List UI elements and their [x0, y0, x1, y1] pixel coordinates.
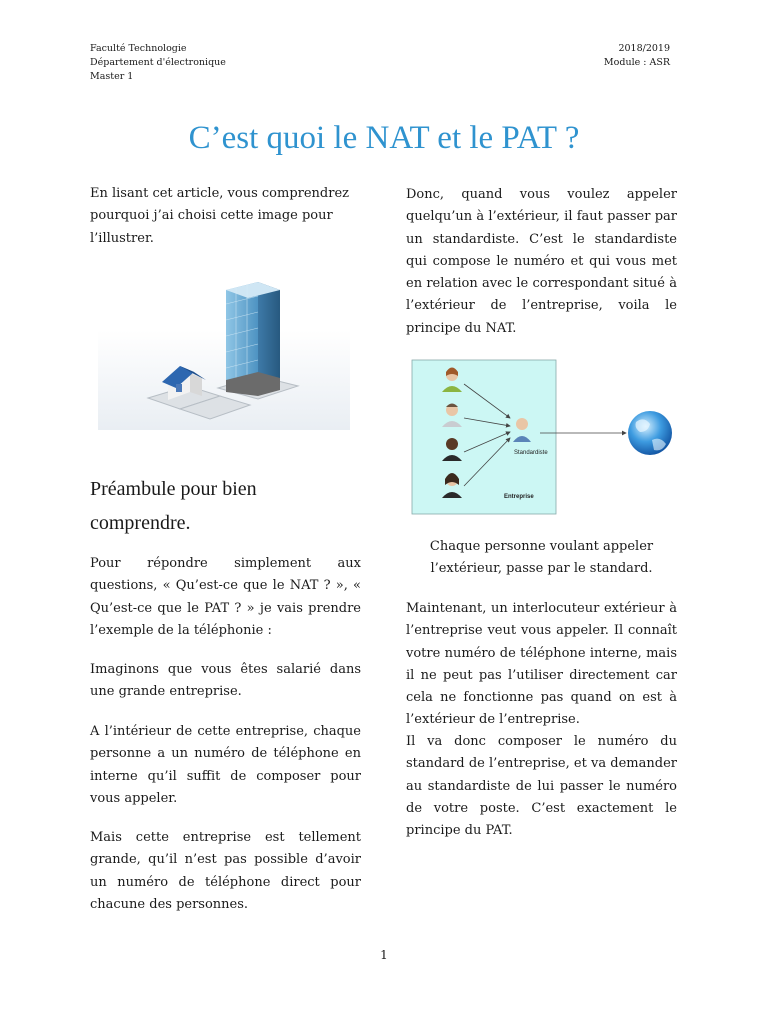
department-label: Département d'électronique: [90, 57, 226, 68]
caption-text: Chaque personne voulant appeler l’extérieur, passe par le standard.: [429, 539, 654, 577]
left-paragraph-2: [90, 659, 361, 704]
left-paragraph-text: A l’intérieur de cette entreprise, chaque personne a un numéro de téléphone en interne qu’il suffit de composer pour vous appeler.: [90, 724, 361, 806]
right-paragraph-2: [406, 731, 677, 842]
left-paragraph-text: Imaginons que vous êtes salarié dans une grande entreprise.: [90, 662, 361, 700]
building-house-illustration: [98, 280, 350, 430]
left-paragraph-3: [90, 721, 361, 810]
entreprise-label: Entreprise: [504, 494, 534, 500]
page-number: 1: [380, 948, 388, 962]
left-paragraph-1: [90, 553, 361, 642]
left-paragraph-text: Mais cette entreprise est tellement grande, qu’il n’est pas possible d’avoir un numéro de téléphone direct pour chacune des personnes.: [90, 830, 361, 912]
standardiste-label: Standardiste: [514, 450, 548, 456]
module-label: Module : ASR: [603, 57, 670, 68]
left-paragraph-4: [90, 827, 361, 916]
level-label: Master 1: [90, 71, 134, 82]
diagram-caption: [406, 536, 677, 581]
preamble-heading: Préambule pour bien comprendre.: [90, 478, 257, 534]
right-paragraph-text: Maintenant, un interlocuteur extérieur à l’entreprise veut vous appeler. Il connaît votre numéro de téléphone interne, mais il ne peut pas l’utiliser directement car cela ne fonctionne pas quand on est à l’extérieur de l’entreprise.: [406, 601, 677, 728]
year-label: 2018/2019: [618, 43, 670, 54]
right-paragraph-1: [406, 598, 677, 732]
right-paragraph-text: Il va donc composer le numéro du standard de l’entreprise, et va demander au standardiste de lui passer le numéro de votre poste. C’est exactement le principe du PAT.: [406, 734, 677, 839]
entreprise-box: [412, 360, 556, 514]
right-intro-text: Donc, quand vous voulez appeler quelqu’un à l’extérieur, il faut passer par un standardiste. C’est le standardiste qui compose le numéro et qui vous met en relation avec le correspondant situé à l’extérieur de l’entreprise, voila le principe du NAT.: [406, 187, 677, 336]
header-right: [604, 42, 670, 70]
right-intro-paragraph: [406, 184, 677, 340]
faculty-label: Faculté Technologie: [90, 43, 187, 54]
header-left: [90, 42, 226, 84]
nat-diagram: [410, 358, 682, 518]
page-title: C’est quoi le NAT et le PAT ?: [188, 120, 580, 156]
left-paragraph-text: Pour répondre simplement aux questions, « Qu’est-ce que le NAT ? », « Qu’est-ce que le PAT ? » je vais prendre l’exemple de la téléphonie :: [90, 556, 361, 638]
intro-text: En lisant cet article, vous comprendrez pourquoi j’ai choisi cette image pour l’illustrer.: [90, 186, 349, 246]
intro-paragraph: [90, 183, 361, 250]
globe-icon: [628, 411, 672, 455]
